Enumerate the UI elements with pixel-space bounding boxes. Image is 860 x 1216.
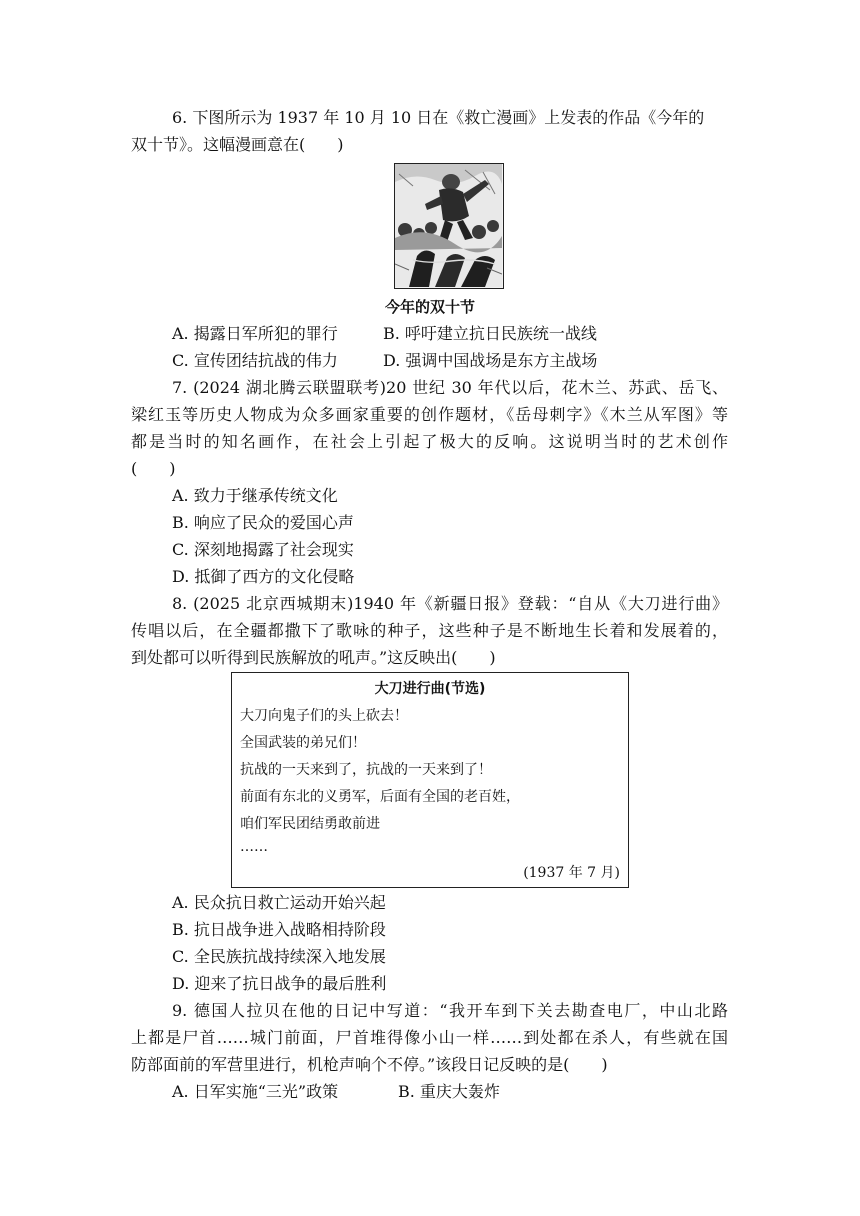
q8-option-a: A. 民众抗日救亡运动开始兴起 — [172, 893, 386, 912]
figure-caption: 今年的双十节 — [384, 298, 475, 316]
q8-stem-line2: 传唱以后，在全疆都撒下了歌咏的种子，这些种子是不断地生长着和发展着的， — [131, 621, 728, 640]
cartoon-image — [394, 163, 504, 289]
lyric-line: 大刀向鬼子们的头上砍去！ — [240, 708, 408, 724]
lyric-line: 抗战的一天来到了，抗战的一天来到了！ — [240, 762, 492, 778]
lyric-line: 前面有东北的义勇军，后面有全国的老百姓， — [240, 789, 520, 805]
lyrics-date: (1937 年 7 月) — [523, 865, 620, 881]
q7-option-d: D. 抵御了西方的文化侵略 — [172, 567, 355, 586]
q6-option-b: B. 呼吁建立抗日民族统一战线 — [383, 324, 597, 343]
q9-option-b: B. 重庆大轰炸 — [398, 1082, 500, 1101]
q9-stem-line1: 9. 德国人拉贝在他的日记中写道：“我开车到下关去勘查电厂，中山北路 — [172, 1001, 728, 1020]
q6-option-d: D. 强调中国战场是东方主战场 — [383, 351, 598, 370]
q6-option-a: A. 揭露日军所犯的罪行 — [172, 324, 338, 343]
lyrics-box — [231, 672, 629, 888]
q8-stem-line1: 8. (2025 北京西城期末)1940 年《新疆日报》登载：“自从《大刀进行曲》 — [172, 594, 728, 613]
q6-option-c: C. 宣传团结抗战的伟力 — [172, 351, 338, 370]
q7-stem-line1: 7. (2024 湖北腾云联盟联考)20 世纪 30 年代以后，花木兰、苏武、岳飞、 — [172, 378, 728, 397]
q7-stem-line2: 梁红玉等历史人物成为众多画家重要的创作题材，《岳母刺字》《木兰从军图》等 — [131, 405, 728, 424]
q7-stem-line4: ( ) — [131, 459, 176, 478]
lyric-line: 咱们军民团结勇敢前进 — [240, 816, 380, 832]
q8-option-d: D. 迎来了抗日战争的最后胜利 — [172, 974, 387, 993]
q7-option-a: A. 致力于继承传统文化 — [172, 486, 338, 505]
q6-stem-line2: 双十节》。这幅漫画意在( ) — [131, 135, 344, 154]
q9-stem-line3: 防部面前的军营里进行，机枪声响个不停。”该段日记反映的是( ) — [131, 1055, 608, 1074]
lyrics-title: 大刀进行曲(节选) — [374, 681, 486, 697]
q7-option-c: C. 深刻地揭露了社会现实 — [172, 540, 354, 559]
lyric-ellipsis: …… — [240, 839, 268, 855]
q8-option-c: C. 全民族抗战持续深入地发展 — [172, 947, 386, 966]
lyric-line: 全国武装的弟兄们！ — [240, 735, 366, 751]
q6-stem-line1: 6. 下图所示为 1937 年 10 月 10 日在《救亡漫画》上发表的作品《今年的 — [172, 108, 705, 127]
q9-stem-line2: 上都是尸首……城门前面，尸首堆得像小山一样……到处都在杀人，有些就在国 — [131, 1028, 728, 1047]
q7-option-b: B. 响应了民众的爱国心声 — [172, 513, 354, 532]
cartoon-illustration — [395, 164, 502, 287]
q8-option-b: B. 抗日战争进入战略相持阶段 — [172, 920, 386, 939]
q9-option-a: A. 日军实施“三光”政策 — [172, 1082, 339, 1101]
q7-stem-line3: 都是当时的知名画作，在社会上引起了极大的反响。这说明当时的艺术创作 — [131, 432, 728, 451]
q8-stem-line3: 到处都可以听得到民族解放的吼声。”这反映出( ) — [131, 648, 496, 667]
